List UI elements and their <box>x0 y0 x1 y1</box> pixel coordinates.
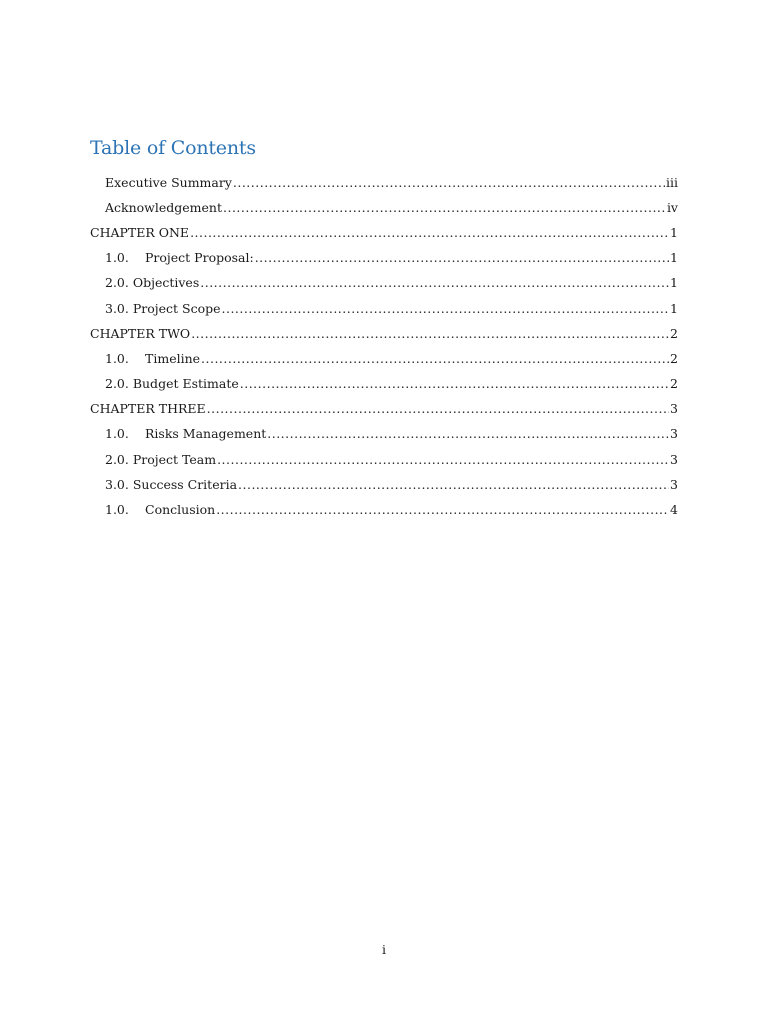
toc-entry-page-number: 1 <box>670 224 678 240</box>
toc-entry-label: Conclusion <box>145 502 216 518</box>
toc-entry[interactable] <box>0 296 768 321</box>
toc-dot-leader <box>222 301 670 317</box>
toc-entry-number: 1.0. <box>105 250 129 266</box>
toc-entry-page-number: 1 <box>670 250 678 266</box>
toc-entry-page-number: 1 <box>670 275 678 291</box>
toc-entry-page-number: 2 <box>670 350 678 366</box>
toc-entry-page-number: iii <box>666 174 678 190</box>
toc-entry[interactable] <box>0 497 768 522</box>
toc-entry[interactable] <box>0 472 768 497</box>
toc-entry-label: Executive Summary <box>105 174 232 190</box>
toc-entry-label: Timeline <box>145 350 201 366</box>
toc-entry[interactable] <box>0 220 768 245</box>
toc-dot-leader <box>238 477 669 493</box>
toc-entry[interactable] <box>0 195 768 220</box>
toc-entry-page-number: 3 <box>670 401 678 417</box>
toc-entry-number: 1.0. <box>105 350 129 366</box>
toc-entry-label: 2.0. Objectives <box>105 275 200 291</box>
toc-dot-leader <box>233 175 665 191</box>
toc-entry-page-number: iv <box>666 199 678 215</box>
toc-entry-page-number: 3 <box>670 451 678 467</box>
toc-entry[interactable] <box>0 271 768 296</box>
toc-entry[interactable] <box>0 372 768 397</box>
toc-entry-label: Project Proposal: <box>145 250 254 266</box>
toc-entry[interactable] <box>0 246 768 271</box>
toc-dot-leader <box>255 250 669 266</box>
toc-entry-page-number: 2 <box>670 376 678 392</box>
toc-dot-leader <box>216 502 669 518</box>
toc-heading: Table of Contents <box>90 137 256 159</box>
toc-entry-label: 2.0. Project Team <box>105 451 217 467</box>
toc-dot-leader <box>207 401 669 417</box>
toc-entry[interactable] <box>0 321 768 346</box>
toc-entry-label: Acknowledgement <box>105 199 222 215</box>
toc-entry-label: 3.0. Success Criteria <box>105 476 238 492</box>
toc-list <box>0 170 768 523</box>
toc-dot-leader <box>190 225 669 241</box>
toc-entry-page-number: 3 <box>670 476 678 492</box>
toc-dot-leader <box>217 452 669 468</box>
toc-entry-label: CHAPTER TWO <box>90 325 191 341</box>
toc-entry[interactable] <box>0 170 768 195</box>
toc-dot-leader <box>223 200 666 216</box>
toc-entry[interactable] <box>0 422 768 447</box>
toc-entry-page-number: 3 <box>670 426 678 442</box>
toc-dot-leader <box>240 376 669 392</box>
toc-dot-leader <box>267 426 669 442</box>
toc-dot-leader <box>200 275 669 291</box>
toc-entry-page-number: 2 <box>670 325 678 341</box>
toc-entry-number: 1.0. <box>105 502 129 518</box>
toc-entry-page-number: 4 <box>670 502 678 518</box>
toc-entry-label: 3.0. Project Scope <box>105 300 221 316</box>
toc-dot-leader <box>201 351 669 367</box>
toc-entry-label: Risks Management <box>145 426 267 442</box>
toc-entry[interactable] <box>0 346 768 371</box>
toc-entry[interactable] <box>0 447 768 472</box>
toc-entry-number: 1.0. <box>105 426 129 442</box>
toc-entry[interactable] <box>0 397 768 422</box>
toc-dot-leader <box>191 326 669 342</box>
toc-entry-label: CHAPTER THREE <box>90 401 206 417</box>
toc-entry-page-number: 1 <box>670 300 678 316</box>
toc-entry-label: 2.0. Budget Estimate <box>105 376 239 392</box>
toc-entry-label: CHAPTER ONE <box>90 224 190 240</box>
page-footer-number: i <box>382 942 386 957</box>
